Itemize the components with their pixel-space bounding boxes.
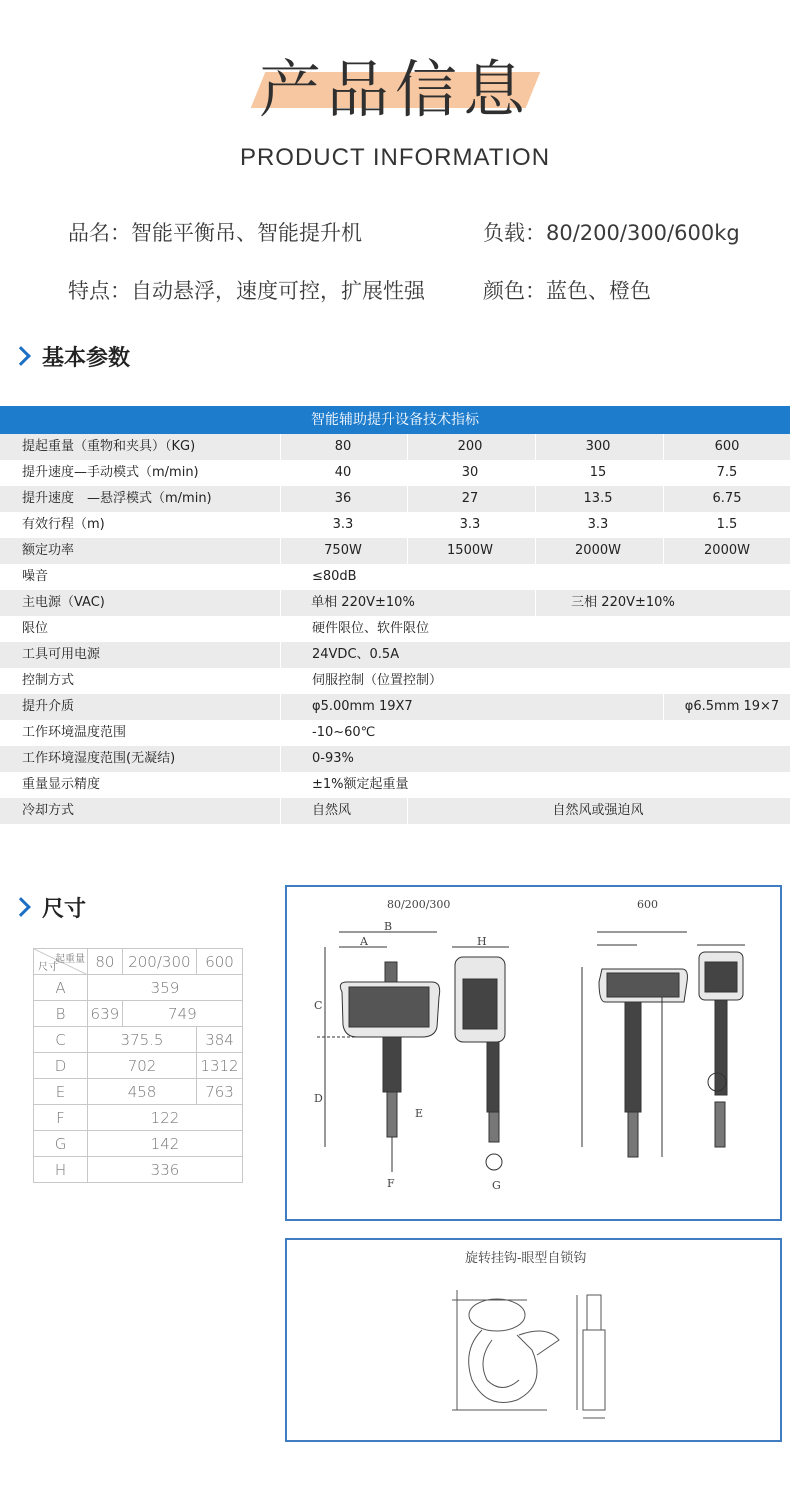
- cell-divider: [663, 512, 664, 538]
- chevron-right-icon: [11, 346, 31, 366]
- cell-divider: [280, 746, 281, 772]
- cell-divider: [280, 538, 281, 564]
- spec-row: [0, 798, 790, 824]
- spec-value: -10~60℃: [312, 725, 376, 740]
- spec-value: 200: [457, 439, 483, 454]
- dim-label: E: [415, 1107, 424, 1120]
- spec-value: ≤80dB: [312, 569, 357, 584]
- spec-value: 3.3: [459, 517, 481, 532]
- spec-value: 27: [461, 491, 479, 506]
- spec-value: φ5.00mm 19X7: [312, 699, 413, 714]
- cell-divider: [280, 694, 281, 720]
- cell-divider: [535, 512, 536, 538]
- spec-row: [0, 460, 790, 486]
- cell-divider: [663, 694, 664, 720]
- hook-caption: 旋转挂钩-眼型自锁钩: [465, 1251, 587, 1266]
- section-size-heading: [14, 892, 86, 922]
- dim-key: F: [34, 1105, 88, 1131]
- dim-label: A: [360, 935, 368, 948]
- hoist-drawing-svg: [287, 887, 780, 1219]
- dim-key: E: [34, 1079, 88, 1105]
- cell-divider: [535, 434, 536, 460]
- cell-divider: [280, 772, 281, 798]
- hook-side-view: [577, 1295, 605, 1418]
- spec-value: φ6.5mm 19×7: [684, 699, 780, 714]
- dim-label: G: [492, 1179, 501, 1192]
- page-title: 产品信息: [258, 53, 531, 126]
- cell-divider: [535, 486, 536, 512]
- spec-label: 冷却方式: [22, 803, 75, 818]
- spec-value: 600: [714, 439, 740, 454]
- spec-row: [0, 720, 790, 746]
- spec-value: 36: [334, 491, 352, 506]
- dim-col-header: 80: [88, 949, 123, 975]
- cell-divider: [535, 590, 536, 616]
- cell-divider: [280, 720, 281, 746]
- corner-bottom: 尺寸: [38, 962, 58, 973]
- dim-label: F: [387, 1177, 395, 1190]
- dim-col-header: 200/300: [122, 949, 196, 975]
- product-color: 颜色：蓝色、橙色: [483, 279, 651, 303]
- chevron-right-icon: [11, 897, 31, 917]
- spec-label: 重量显示精度: [22, 777, 101, 792]
- spec-table: [0, 406, 790, 824]
- drawing-caption-left: 80/200/300: [387, 898, 451, 911]
- spec-value: 硬件限位、软件限位: [312, 621, 430, 636]
- product-load: 负载：80/200/300/600kg: [483, 221, 740, 245]
- spec-value: 300: [585, 439, 611, 454]
- dim-key: C: [34, 1027, 88, 1053]
- dim-label: H: [477, 935, 487, 948]
- cell-divider: [407, 538, 408, 564]
- hoist-front-small: [317, 932, 440, 1172]
- spec-value: 750W: [324, 543, 362, 558]
- cell-divider: [407, 512, 408, 538]
- spec-label: 工作环境温度范围: [22, 725, 127, 740]
- dim-key: A: [34, 975, 88, 1001]
- hero: [0, 30, 790, 125]
- spec-row: [0, 486, 790, 512]
- dim-key: B: [34, 1001, 88, 1027]
- spec-label: 限位: [22, 621, 49, 636]
- dim-value: 702: [88, 1053, 197, 1079]
- spec-value: 0-93%: [312, 751, 354, 766]
- dim-key: G: [34, 1131, 88, 1157]
- section-params-heading: [14, 341, 130, 371]
- cell-divider: [535, 538, 536, 564]
- cell-divider: [280, 460, 281, 486]
- cell-divider: [535, 460, 536, 486]
- dim-label: C: [314, 999, 323, 1012]
- spec-label: 噪音: [22, 569, 49, 584]
- cell-divider: [407, 486, 408, 512]
- hook-drawing-svg: [287, 1240, 780, 1440]
- cell-divider: [407, 798, 408, 824]
- dim-value: 1312: [197, 1053, 243, 1079]
- cell-divider: [663, 460, 664, 486]
- dim-value: 142: [88, 1131, 243, 1157]
- dim-value: 384: [197, 1027, 243, 1053]
- cell-divider: [280, 616, 281, 642]
- dimension-drawing: [285, 885, 782, 1221]
- hoist-front-large: [582, 932, 687, 1157]
- spec-value: 7.5: [716, 465, 738, 480]
- spec-label: 控制方式: [22, 673, 75, 688]
- cell-divider: [280, 512, 281, 538]
- dim-value: 336: [88, 1157, 243, 1183]
- spec-value: 单相 220V±10%: [311, 595, 415, 610]
- spec-table-header: 智能辅助提升设备技术指标: [0, 406, 790, 434]
- spec-row: [0, 616, 790, 642]
- hoist-side-small: [452, 947, 509, 1170]
- dim-label: B: [384, 920, 393, 933]
- hoist-side-large: [697, 945, 745, 1147]
- dimension-table: [33, 948, 243, 1183]
- section-size-title: 尺寸: [42, 896, 87, 922]
- cell-divider: [663, 434, 664, 460]
- dim-key: H: [34, 1157, 88, 1183]
- spec-label: 工作环境湿度范围(无凝结): [22, 751, 176, 766]
- page-subtitle: PRODUCT INFORMATION: [239, 144, 551, 171]
- product-name: 品名：智能平衡吊、智能提升机: [68, 221, 362, 245]
- spec-value: 13.5: [583, 491, 613, 506]
- cell-divider: [280, 798, 281, 824]
- dim-value: 122: [88, 1105, 243, 1131]
- hook-icon: [452, 1290, 559, 1410]
- spec-row: [0, 590, 790, 616]
- spec-label: 有效行程（m): [22, 517, 105, 532]
- spec-row: [0, 746, 790, 772]
- spec-row: [0, 694, 790, 720]
- drawing-caption-right: 600: [637, 898, 658, 911]
- cell-divider: [280, 642, 281, 668]
- spec-label: 主电源（VAC): [22, 595, 105, 610]
- spec-label: 额定功率: [22, 543, 75, 558]
- spec-label: 提升速度 —悬浮模式（m/min): [22, 491, 212, 506]
- dim-col-header: 600: [197, 949, 243, 975]
- section-params-title: 基本参数: [42, 345, 131, 371]
- spec-row: [0, 512, 790, 538]
- spec-label: 工具可用电源: [22, 647, 101, 662]
- spec-value: 30: [461, 465, 479, 480]
- spec-value: 3.3: [587, 517, 609, 532]
- spec-label: 提升速度—手动模式（m/min): [22, 465, 199, 480]
- dim-corner: [34, 949, 88, 975]
- spec-label: 提起重量（重物和夹具）（KG): [22, 439, 196, 454]
- product-features: 特点：自动悬浮，速度可控，扩展性强: [68, 279, 425, 303]
- dim-value: 359: [88, 975, 243, 1001]
- spec-value: 自然风: [312, 803, 352, 818]
- cell-divider: [280, 564, 281, 590]
- cell-divider: [280, 590, 281, 616]
- spec-value: 1500W: [447, 543, 493, 558]
- cell-divider: [280, 486, 281, 512]
- spec-label: 提升介质: [22, 699, 75, 714]
- spec-row: [0, 564, 790, 590]
- cell-divider: [663, 538, 664, 564]
- dim-value: 458: [88, 1079, 197, 1105]
- spec-value: 2000W: [704, 543, 750, 558]
- cell-divider: [280, 668, 281, 694]
- spec-value: 伺服控制（位置控制）: [312, 673, 443, 688]
- spec-value: 80: [334, 439, 352, 454]
- dim-label: D: [314, 1092, 323, 1105]
- dim-key: D: [34, 1053, 88, 1079]
- spec-value: 24VDC、0.5A: [312, 647, 400, 662]
- spec-value: 15: [589, 465, 607, 480]
- spec-value: 自然风或强迫风: [552, 803, 644, 818]
- dim-value: 639: [88, 1001, 123, 1027]
- spec-value: 1.5: [716, 517, 738, 532]
- dim-value: 375.5: [88, 1027, 197, 1053]
- spec-row: [0, 668, 790, 694]
- cell-divider: [663, 486, 664, 512]
- spec-row: [0, 642, 790, 668]
- spec-value: 40: [334, 465, 352, 480]
- spec-row: [0, 538, 790, 564]
- cell-divider: [280, 434, 281, 460]
- spec-row: [0, 772, 790, 798]
- spec-value: 2000W: [575, 543, 621, 558]
- spec-value: 3.3: [332, 517, 354, 532]
- spec-value: 6.75: [712, 491, 742, 506]
- cell-divider: [407, 434, 408, 460]
- corner-top: 起重量: [55, 954, 85, 965]
- spec-value: 三相 220V±10%: [571, 595, 675, 610]
- spec-row: [0, 434, 790, 460]
- spec-value: ±1%额定起重量: [312, 777, 409, 792]
- dim-value: 749: [122, 1001, 242, 1027]
- hook-drawing: [285, 1238, 782, 1442]
- dim-value: 763: [197, 1079, 243, 1105]
- cell-divider: [407, 460, 408, 486]
